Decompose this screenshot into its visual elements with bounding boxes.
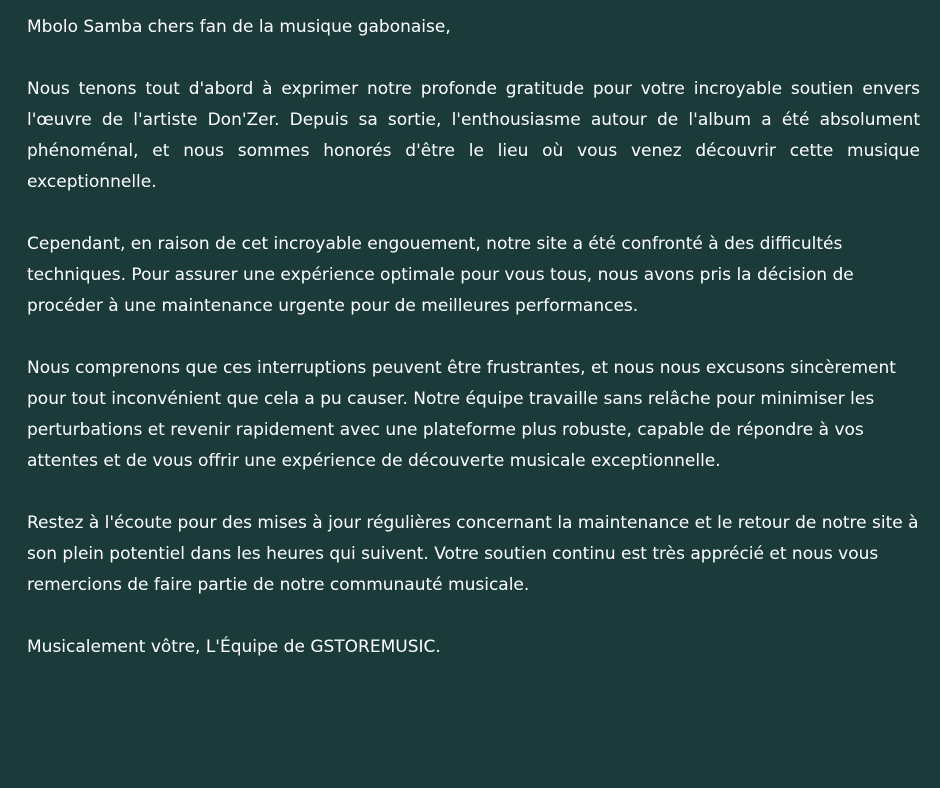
paragraph-gratitude: Nous tenons tout d'abord à exprimer notre profonde gratitude pour votre incroyable soutien envers l'œuvre de l'artiste Don'Zer. Depuis sa sortie, l'enthousiasme autour de l'album a été absolument phénoménal, et nous sommes honorés d'être le lieu où vous venez découvrir cette musique exceptionnelle. [27,79,920,192]
greeting-line: Mbolo Samba chers fan de la musique gabonaise, [27,17,451,37]
paragraph-stay-tuned: Restez à l'écoute pour des mises à jour régulières concernant la maintenance et le retour de notre site à son plein potentiel dans les heures qui suivent. Votre soutien continu est très apprécié et nous vous remercions de faire partie de notre communauté musicale. [27,513,919,595]
signoff-line: Musicalement vôtre, L'Équipe de GSTOREMUSIC. [27,637,441,657]
paragraph-technical-issues: Cependant, en raison de cet incroyable engouement, notre site a été confronté à des difficultés techniques. Pour assurer une expérience optimale pour vous tous, nous avons pris la décision de procéder à une maintenance urgente pour de meilleures performances. [27,234,854,316]
paragraph-apology: Nous comprenons que ces interruptions peuvent être frustrantes, et nous nous excusons sincèrement pour tout inconvénient que cela a pu causer. Notre équipe travaille sans relâche pour minimiser les perturbations et revenir rapidement avec une plateforme plus robuste, capable de répondre à vos attentes et de vous offrir une expérience de découverte musicale exceptionnelle. [27,358,896,471]
